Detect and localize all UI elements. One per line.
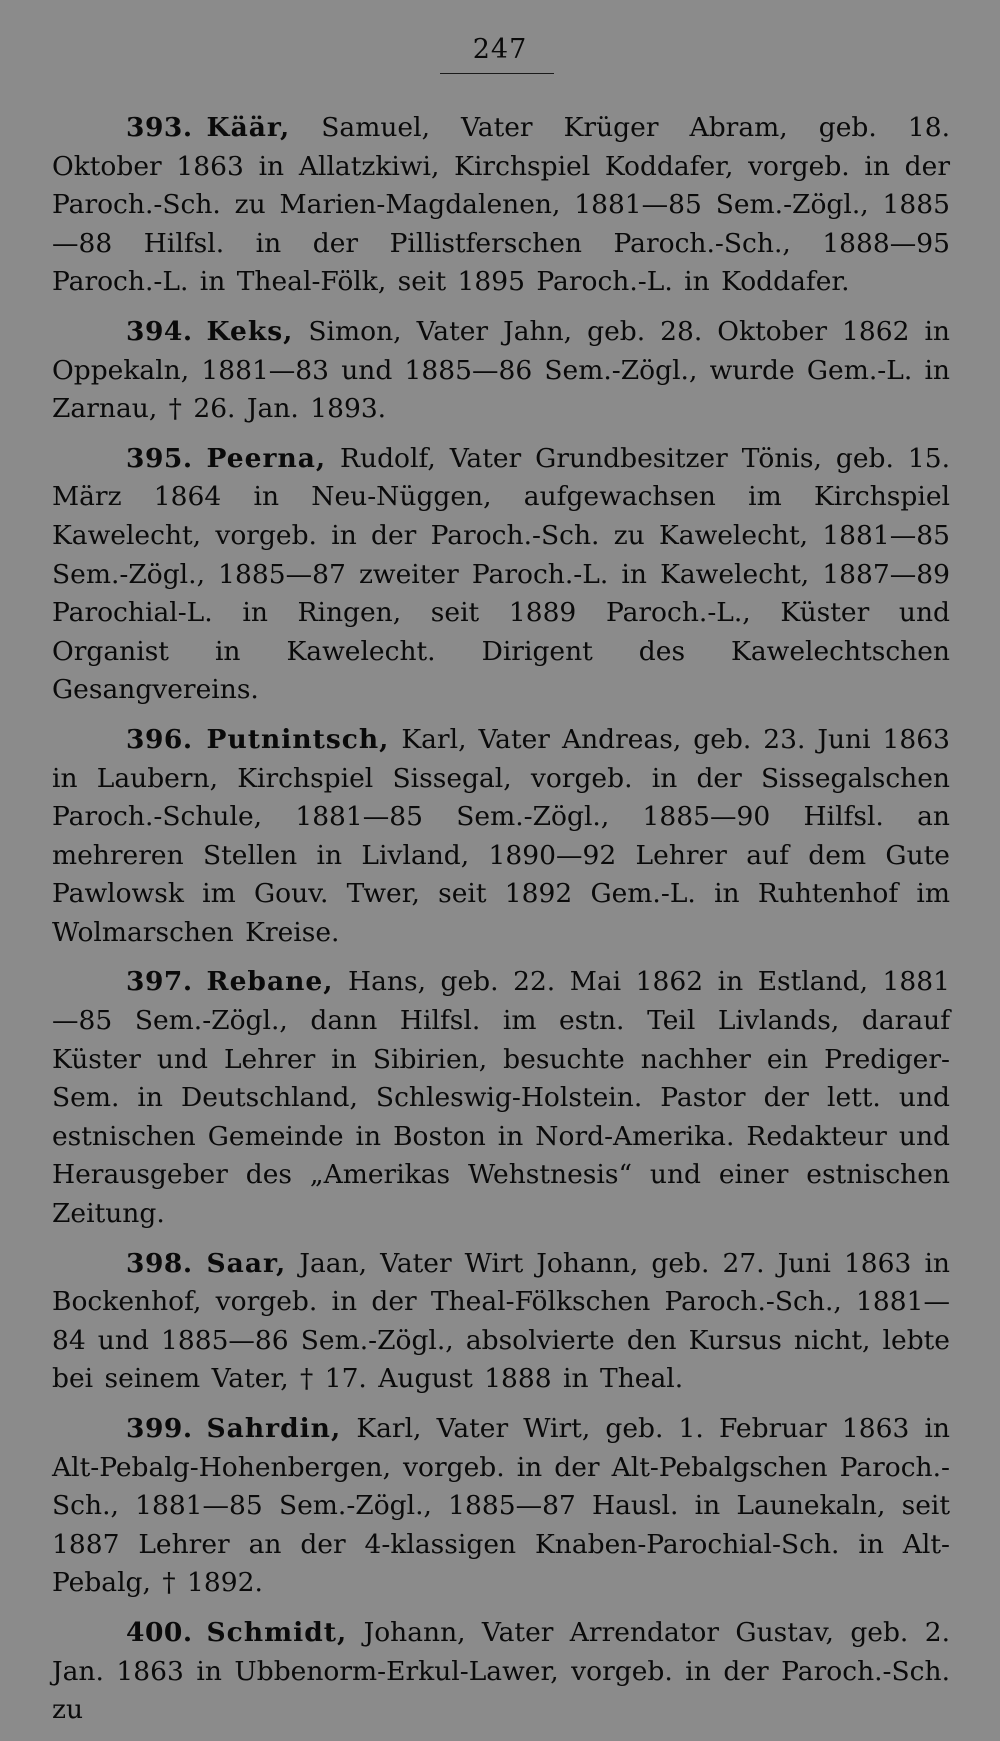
entry-number: 394. [126,315,193,347]
entry-number: 397. [126,966,193,998]
entry-number: 395. [126,442,193,474]
entry-text: Karl, Vater Andreas, geb. 23. Juni 1863 in Laubern, Kirchspiel Sissegal, vorgeb. in der Sissegalschen Paroch.-Schule, 1881—85 Sem.-Zögl., 1885—90 Hilfsl. an mehreren Stellen in Livland, 1890—92 Lehrer auf dem Gute Pawlowsk im Gouv. Twer, seit 1892 Gem.-L. in Ruhtenhof im Wolmarschen Kreise. [52,723,950,948]
entry-396 [52,721,950,953]
entry-text: Karl, Vater Wirt, geb. 1. Februar 1863 in Alt-Pebalg-Hohenbergen, vorgeb. in der Alt-Pebalgschen Paroch.-Sch., 1881—85 Sem.-Zögl., 1885—87 Hausl. in Launekaln, seit 1887 Lehrer an der 4-klassigen Knaben-Parochial-Sch. in Alt-Pebalg, † 1892. [52,1413,950,1599]
entry-text: Jaan, Vater Wirt Johann, geb. 27. Juni 1863 in Bockenhof, vorgeb. in der Theal-Fölkschen Paroch.-Sch., 1881—84 und 1885—86 Sem.-Zögl., absolvierte den Kursus nicht, lebte bei seinem Vater, † 17. August 1888 in Theal. [52,1247,950,1395]
entry-text: Hans, geb. 22. Mai 1862 in Estland, 1881—85 Sem.-Zögl., dann Hilfsl. im estn. Teil Livlands, darauf Küster und Lehrer in Sibirien, besuchte nachher ein Prediger-Sem. in Deutschland, Schleswig-Holstein. Pastor der lett. und estnischen Gemeinde in Boston in Nord-Amerika. Redakteur und Herausgeber des „Amerikas Wehstnesis“ und einer estnischen Zeitung. [52,966,950,1230]
entry-number: 400. [126,1616,193,1648]
entry-398 [52,1245,950,1399]
entry-number: 393. [126,112,193,143]
entry-number: 398. [126,1247,193,1279]
entry-list [52,109,950,1741]
page-number: 247 [472,34,528,65]
entry-text: Rudolf, Vater Grundbesitzer Tönis, geb. 15. März 1864 in Neu-Nüggen, aufgewachsen im Kirchspiel Kawelecht, vorgeb. in der Paroch.-Sch. zu Kawelecht, 1881—85 Sem.-Zögl., 1885—87 zweiter Paroch.-L. in Kawelecht, 1887—89 Parochial-L. in Ringen, seit 1889 Paroch.-L., Küster und Organist in Kawelecht. Dirigent des Kawelechtschen Gesangvereins. [52,442,950,706]
entry-397 [52,963,950,1233]
page-number-rule [440,73,554,74]
entry-393 [52,109,950,302]
entry-400 [52,1614,950,1730]
entry-number: 396. [126,723,193,755]
entry-text: Samuel, Vater Krüger Abram, geb. 18. Oktober 1863 in Allatzkiwi, Kirchspiel Koddafer, vorgeb. in der Paroch.-Sch. zu Marien-Magdalenen, 1881—85 Sem.-Zögl., 1885—88 Hilfsl. in der Pillistferschen Paroch.-Sch., 1888—95 Paroch.-L. in Theal-Fölk, seit 1895 Paroch.-L. in Koddafer. [52,112,950,298]
entry-name: Sahrdin, [206,1413,342,1444]
entry-395 [52,440,950,710]
entry-399 [52,1410,950,1603]
entry-name: Rebane, [206,966,334,998]
entry-name: Putnintsch, [206,723,390,755]
entry-name: Saar, [206,1247,287,1279]
entry-name: Käär, [206,112,291,143]
entry-text: Johann, Vater Arrendator Gustav, geb. 2. Jan. 1863 in Ubbenorm-Erkul-Lawer, vorgeb. in der Paroch.-Sch. zu [52,1616,950,1726]
entry-name: Keks, [206,315,294,347]
entry-number: 399. [126,1413,193,1444]
entry-name: Peerna, [206,442,327,474]
entry-text: Simon, Vater Jahn, geb. 28. Oktober 1862 in Oppekaln, 1881—83 und 1885—86 Sem.-Zögl., wurde Gem.-L. in Zarnau, † 26. Jan. 1893. [52,315,950,425]
entry-name: Schmidt, [206,1616,348,1648]
entry-394 [52,313,950,429]
